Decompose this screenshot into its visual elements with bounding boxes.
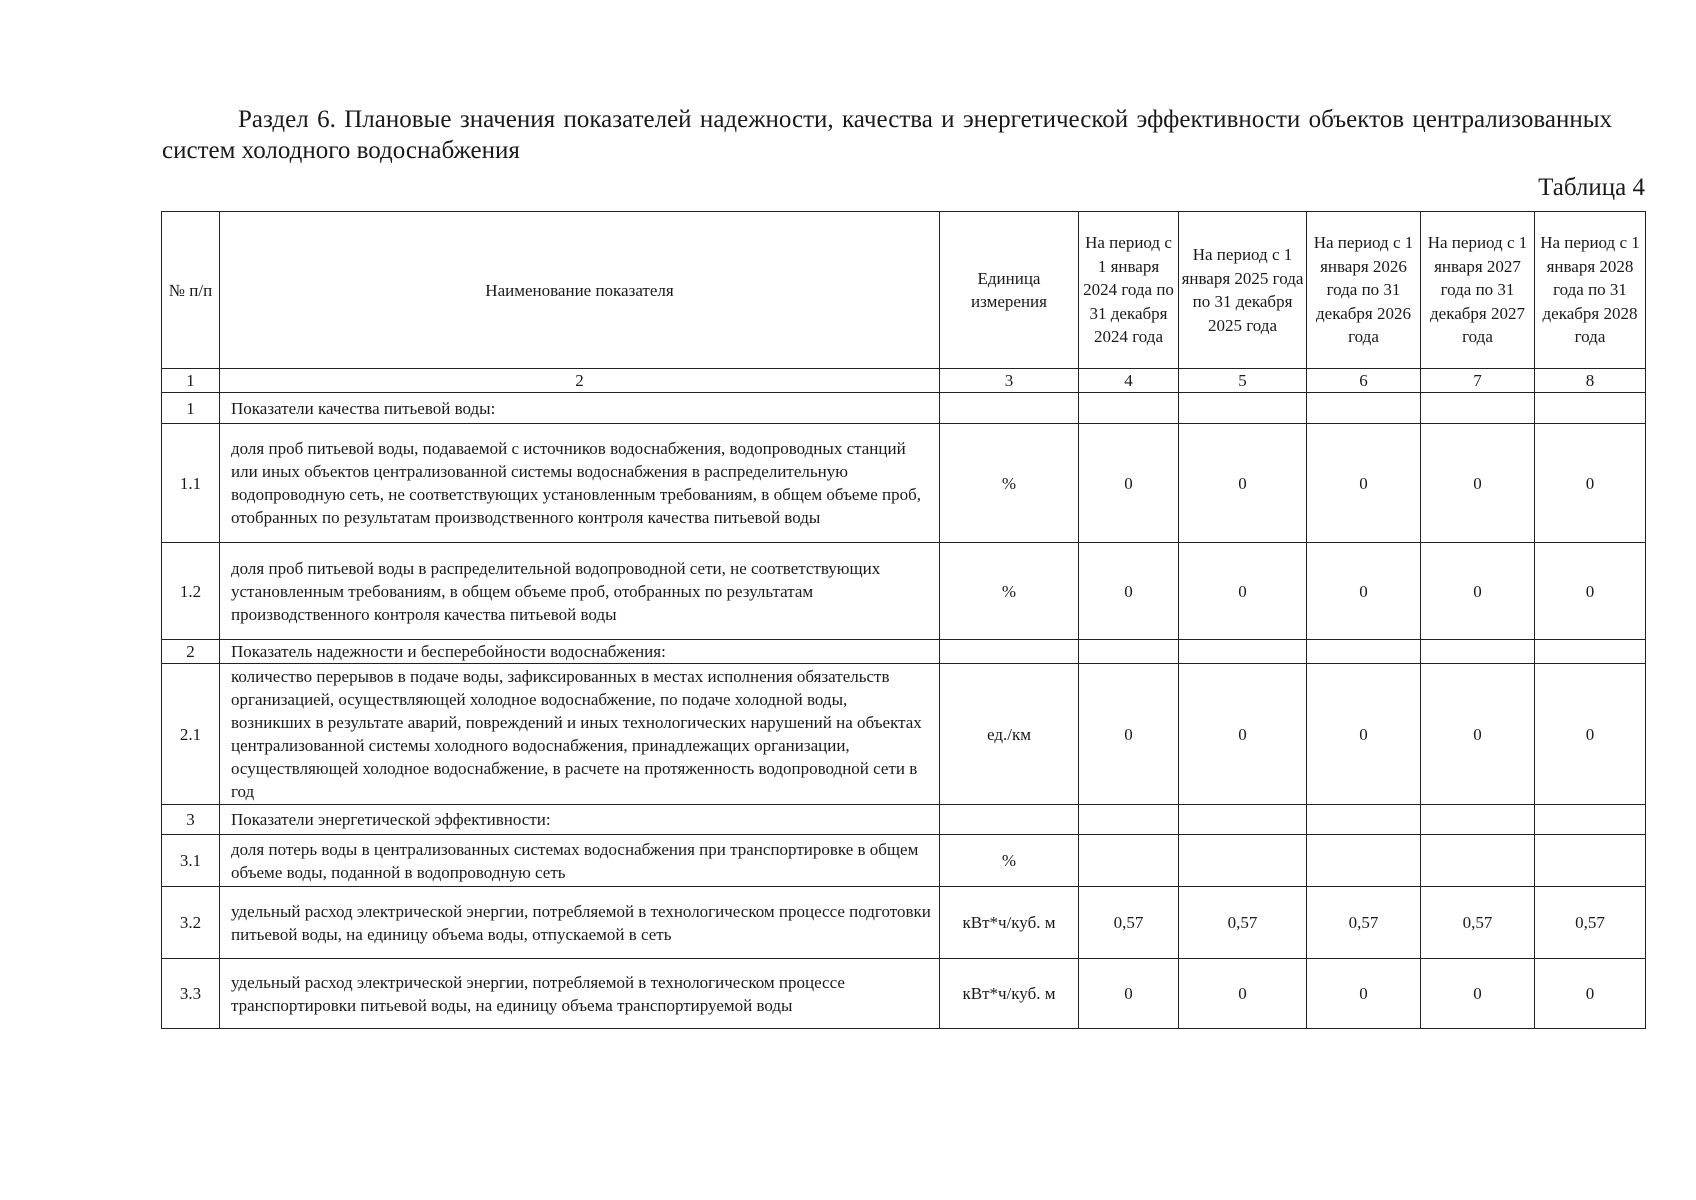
value-cell: 0	[1079, 959, 1179, 1029]
unit-cell: %	[940, 424, 1079, 543]
value-cell: 0	[1535, 543, 1646, 640]
value-cell: 0	[1179, 959, 1307, 1029]
row-number: 1.2	[162, 543, 220, 640]
unit-cell: %	[940, 543, 1079, 640]
indicator-name: Показатели энергетической эффективности:	[220, 805, 940, 835]
column-number: 1	[162, 369, 220, 393]
indicator-name: доля проб питьевой воды в распределительной водопроводной сети, не соответствующих установленным требованиям, в общем объеме проб, отобранных по результатам производственного контроля качества питьевой воды	[220, 543, 940, 640]
value-cell: 0,57	[1535, 887, 1646, 959]
value-cell	[1307, 835, 1421, 887]
unit-cell: кВт*ч/куб. м	[940, 959, 1079, 1029]
value-cell	[1079, 640, 1179, 664]
table-row	[162, 640, 1646, 664]
value-cell	[1179, 393, 1307, 424]
column-number: 6	[1307, 369, 1421, 393]
indicators-table	[161, 211, 1646, 1029]
value-cell: 0	[1307, 543, 1421, 640]
value-cell: 0,57	[1179, 887, 1307, 959]
unit-cell: кВт*ч/куб. м	[940, 887, 1079, 959]
value-cell	[1535, 640, 1646, 664]
value-cell	[1079, 393, 1179, 424]
column-number: 7	[1421, 369, 1535, 393]
column-number: 5	[1179, 369, 1307, 393]
indicator-name: доля проб питьевой воды, подаваемой с источников водоснабжения, водопроводных станций или иных объектов централизованной системы водоснабжения в распределительную водопроводную сеть, не соответствующих установленным требованиям, в общем объеме проб, отобранных по результатам производственного контроля качества питьевой воды	[220, 424, 940, 543]
value-cell: 0	[1535, 959, 1646, 1029]
value-cell: 0,57	[1079, 887, 1179, 959]
row-number: 3.1	[162, 835, 220, 887]
row-number: 1	[162, 393, 220, 424]
value-cell: 0	[1179, 664, 1307, 805]
value-cell: 0	[1307, 959, 1421, 1029]
indicator-name: Показатели качества питьевой воды:	[220, 393, 940, 424]
indicator-name: доля потерь воды в централизованных системах водоснабжения при транспортировке в общем объеме воды, поданной в водопроводную сеть	[220, 835, 940, 887]
value-cell: 0	[1079, 543, 1179, 640]
value-cell	[1079, 835, 1179, 887]
table-row	[162, 424, 1646, 543]
value-cell: 0	[1179, 424, 1307, 543]
indicator-name: удельный расход электрической энергии, потребляемой в технологическом процессе транспортировки питьевой воды, на единицу объема транспортируемой воды	[220, 959, 940, 1029]
value-cell: 0	[1421, 959, 1535, 1029]
unit-cell: ед./км	[940, 664, 1079, 805]
column-header-period-2025: На период с 1 января 2025 года по 31 декабря 2025 года	[1179, 212, 1307, 369]
value-cell: 0	[1535, 424, 1646, 543]
row-number: 2	[162, 640, 220, 664]
column-number: 4	[1079, 369, 1179, 393]
value-cell: 0	[1307, 424, 1421, 543]
value-cell: 0	[1307, 664, 1421, 805]
value-cell	[1421, 640, 1535, 664]
value-cell	[1421, 835, 1535, 887]
column-header-period-2026: На период с 1 января 2026 года по 31 декабря 2026 года	[1307, 212, 1421, 369]
column-header-name: Наименование показателя	[220, 212, 940, 369]
table-row	[162, 887, 1646, 959]
table-row	[162, 805, 1646, 835]
value-cell: 0	[1079, 664, 1179, 805]
table-row	[162, 393, 1646, 424]
value-cell: 0,57	[1421, 887, 1535, 959]
value-cell	[1307, 805, 1421, 835]
value-cell: 0	[1421, 664, 1535, 805]
value-cell: 0	[1421, 424, 1535, 543]
value-cell	[1421, 393, 1535, 424]
table-row	[162, 543, 1646, 640]
row-number: 3.3	[162, 959, 220, 1029]
value-cell: 0	[1421, 543, 1535, 640]
indicator-name: удельный расход электрической энергии, потребляемой в технологическом процессе подготовки питьевой воды, на единицу объема воды, отпускаемой в сеть	[220, 887, 940, 959]
column-header-num: № п/п	[162, 212, 220, 369]
table-label: Таблица 4	[1538, 174, 1645, 201]
value-cell	[1535, 835, 1646, 887]
column-header-period-2027: На период с 1 января 2027 года по 31 декабря 2027 года	[1421, 212, 1535, 369]
column-number: 3	[940, 369, 1079, 393]
row-number: 1.1	[162, 424, 220, 543]
value-cell: 0	[1179, 543, 1307, 640]
value-cell	[1307, 393, 1421, 424]
column-number: 2	[220, 369, 940, 393]
value-cell: 0,57	[1307, 887, 1421, 959]
row-number: 3.2	[162, 887, 220, 959]
indicator-name: Показатель надежности и бесперебойности водоснабжения:	[220, 640, 940, 664]
column-number-row	[162, 369, 1646, 393]
table-row	[162, 959, 1646, 1029]
column-header-unit: Единица измерения	[940, 212, 1079, 369]
row-number: 3	[162, 805, 220, 835]
value-cell	[1535, 393, 1646, 424]
value-cell	[1535, 805, 1646, 835]
unit-cell: %	[940, 835, 1079, 887]
value-cell: 0	[1535, 664, 1646, 805]
table-row	[162, 664, 1646, 805]
header-row	[162, 212, 1646, 369]
section-heading: Раздел 6. Плановые значения показателей надежности, качества и энергетической эффективности объектов централизованных систем холодного водоснабжения	[162, 106, 1612, 164]
indicator-name: количество перерывов в подаче воды, зафиксированных в местах исполнения обязательств организацией, осуществляющей холодное водоснабжение, по подаче холодной воды, возникших в результате аварий, повреждений и иных технологических нарушений на объектах централизованной системы холодного водоснабжения, принадлежащих организации, осуществляющей холодное водоснабжение, в расчете на протяженность водопроводной сети в год	[220, 664, 940, 805]
column-number: 8	[1535, 369, 1646, 393]
row-number: 2.1	[162, 664, 220, 805]
value-cell	[1307, 640, 1421, 664]
column-header-period-2024: На период с 1 января 2024 года по 31 декабря 2024 года	[1079, 212, 1179, 369]
table-row	[162, 835, 1646, 887]
unit-cell	[940, 640, 1079, 664]
column-header-period-2028: На период с 1 января 2028 года по 31 декабря 2028 года	[1535, 212, 1646, 369]
value-cell	[1179, 640, 1307, 664]
value-cell	[1179, 835, 1307, 887]
unit-cell	[940, 393, 1079, 424]
value-cell	[1421, 805, 1535, 835]
unit-cell	[940, 805, 1079, 835]
value-cell: 0	[1079, 424, 1179, 543]
value-cell	[1179, 805, 1307, 835]
value-cell	[1079, 805, 1179, 835]
